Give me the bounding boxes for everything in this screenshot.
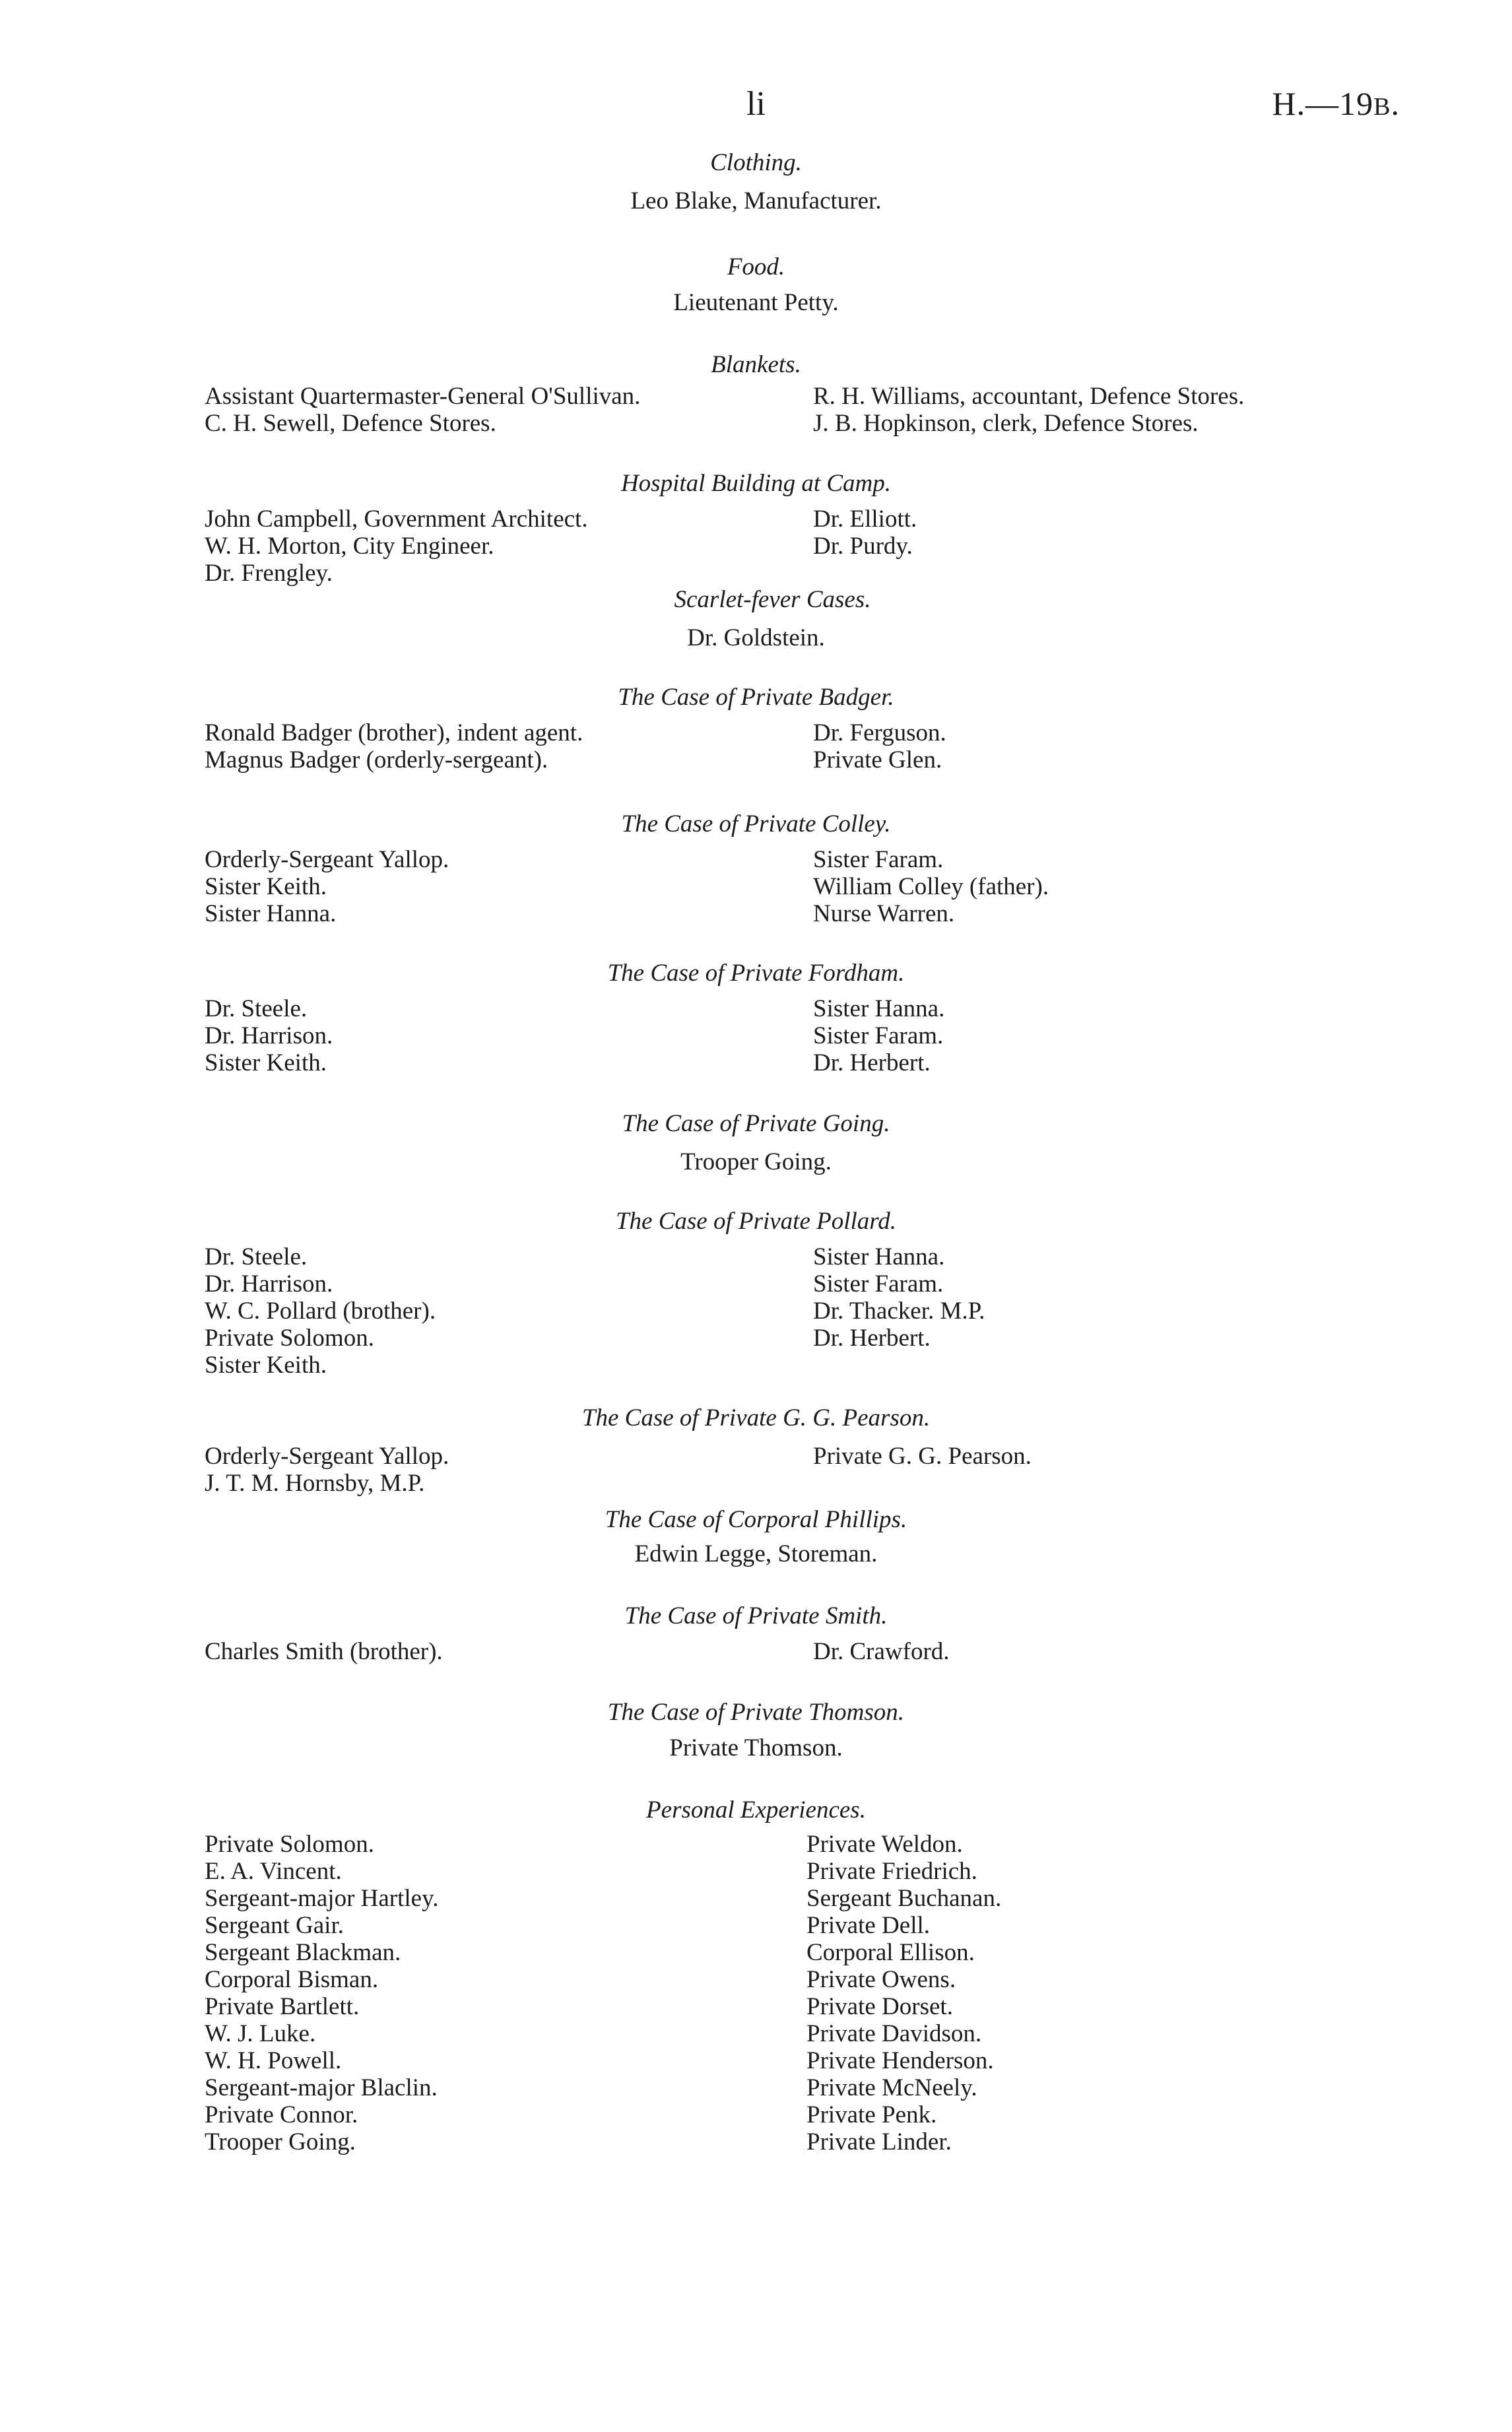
- list-item: Sister Faram.: [813, 1270, 944, 1298]
- list-item: Dr. Harrison.: [205, 1022, 333, 1049]
- list-item: Dr. Steele.: [205, 1243, 308, 1270]
- witness-list-colley-left: [205, 846, 449, 927]
- list-item: W. H. Morton, City Engineer.: [205, 533, 494, 560]
- witness-clothing: Leo Blake, Manufacturer.: [630, 187, 882, 214]
- ref-suffix: B: [1373, 93, 1391, 121]
- section-heading-personal-experiences: Personal Experiences.: [646, 1796, 866, 1824]
- list-item: W. H. Powell.: [205, 2047, 342, 2074]
- list-item: Dr. Ferguson.: [813, 719, 946, 746]
- list-item: Sister Hanna.: [205, 900, 337, 927]
- witness-list-hospital-right: [813, 506, 917, 560]
- list-item: Corporal Bisman.: [205, 1966, 379, 1993]
- witness-list-fordham-right: [813, 995, 944, 1076]
- list-item: Dr. Frengley.: [205, 560, 333, 587]
- section-heading-scarlet-fever: Scarlet-fever Cases.: [674, 586, 871, 613]
- list-item: Private Dorset.: [806, 1993, 953, 2020]
- list-item: Dr. Crawford.: [813, 1638, 950, 1665]
- section-heading-pollard: The Case of Private Pollard.: [615, 1208, 897, 1235]
- list-item: Orderly-Sergeant Yallop.: [205, 846, 449, 873]
- list-item: Dr. Harrison.: [205, 1270, 333, 1298]
- list-item: R. H. Williams, accountant, Defence Stores.: [813, 383, 1245, 410]
- list-item: C. H. Sewell, Defence Stores.: [205, 410, 496, 437]
- list-item: Sister Keith.: [205, 873, 327, 900]
- document-reference: [1272, 84, 1400, 123]
- list-item: Private Glen.: [813, 746, 942, 773]
- witness-list-pearson-left: [205, 1443, 449, 1497]
- ref-end: .: [1391, 85, 1400, 122]
- section-heading-pearson: The Case of Private G. G. Pearson.: [581, 1404, 931, 1431]
- witness-going: Trooper Going.: [680, 1148, 832, 1175]
- list-item: Corporal Ellison.: [806, 1939, 975, 1966]
- list-item: W. J. Luke.: [205, 2020, 316, 2047]
- witness-list-pollard-right: [813, 1243, 985, 1352]
- section-heading-smith: The Case of Private Smith.: [624, 1602, 888, 1629]
- witness-food: Lieutenant Petty.: [673, 289, 839, 316]
- list-item: Assistant Quartermaster-General O'Sullivan.: [205, 383, 641, 410]
- list-item: Private Dell.: [806, 1912, 931, 1939]
- ref-main: H.—19: [1272, 85, 1374, 122]
- list-item: Private Owens.: [806, 1966, 956, 1993]
- list-item: Sergeant Blackman.: [205, 1939, 401, 1966]
- list-item: Dr. Steele.: [205, 995, 308, 1022]
- list-item: Dr. Elliott.: [813, 506, 917, 533]
- section-heading-clothing: Clothing.: [710, 149, 802, 176]
- list-item: Sister Keith.: [205, 1352, 327, 1379]
- witness-list-colley-right: [813, 846, 1049, 927]
- witness-list-badger-right: [813, 719, 946, 773]
- list-item: W. C. Pollard (brother).: [205, 1298, 436, 1325]
- section-heading-badger: The Case of Private Badger.: [618, 684, 894, 711]
- list-item: Private Solomon.: [205, 1831, 374, 1858]
- list-item: Sergeant-major Hartley.: [205, 1885, 439, 1912]
- witness-list-personal-right: [806, 1831, 1001, 2155]
- witness-list-smith-right: [813, 1638, 950, 1665]
- list-item: Dr. Thacker. M.P.: [813, 1298, 985, 1325]
- section-heading-phillips: The Case of Corporal Phillips.: [605, 1506, 907, 1533]
- list-item: Sister Faram.: [813, 846, 944, 873]
- list-item: Magnus Badger (orderly-sergeant).: [205, 746, 548, 773]
- witness-list-smith-left: [205, 1638, 443, 1665]
- list-item: Private Solomon.: [205, 1325, 374, 1352]
- list-item: Orderly-Sergeant Yallop.: [205, 1443, 449, 1470]
- witness-list-badger-left: [205, 719, 583, 773]
- list-item: Sister Hanna.: [813, 995, 945, 1022]
- list-item: Private Bartlett.: [205, 1993, 360, 2020]
- list-item: Private Linder.: [806, 2128, 952, 2155]
- list-item: Private McNeely.: [806, 2074, 977, 2101]
- list-item: Private Henderson.: [806, 2047, 994, 2074]
- section-heading-colley: The Case of Private Colley.: [621, 810, 891, 838]
- list-item: E. A. Vincent.: [205, 1858, 342, 1885]
- list-item: Private Friedrich.: [806, 1858, 977, 1885]
- list-item: Charles Smith (brother).: [205, 1638, 443, 1665]
- witness-list-blankets-right: [813, 383, 1244, 437]
- list-item: J. B. Hopkinson, clerk, Defence Stores.: [813, 410, 1199, 437]
- witness-scarlet-fever: Dr. Goldstein.: [687, 624, 825, 651]
- list-item: Dr. Herbert.: [813, 1049, 931, 1076]
- witness-list-fordham-left: [205, 995, 333, 1076]
- witness-list-pearson-right: [813, 1443, 1032, 1470]
- list-item: Private Weldon.: [806, 1831, 963, 1858]
- list-item: Sister Keith.: [205, 1049, 327, 1076]
- section-heading-fordham: The Case of Private Fordham.: [607, 960, 905, 987]
- list-item: Nurse Warren.: [813, 900, 955, 927]
- witness-thomson: Private Thomson.: [669, 1734, 843, 1761]
- list-item: Ronald Badger (brother), indent agent.: [205, 719, 583, 746]
- list-item: Sister Faram.: [813, 1022, 944, 1049]
- list-item: Private Connor.: [205, 2101, 358, 2128]
- list-item: Sister Hanna.: [813, 1243, 945, 1270]
- list-item: Sergeant-major Blaclin.: [205, 2074, 438, 2101]
- page-number: li: [746, 85, 766, 123]
- witness-list-hospital-left: [205, 506, 588, 587]
- list-item: Dr. Purdy.: [813, 533, 913, 560]
- list-item: Dr. Herbert.: [813, 1325, 931, 1352]
- list-item: Sergeant Buchanan.: [806, 1885, 1002, 1912]
- section-heading-thomson: The Case of Private Thomson.: [607, 1699, 905, 1726]
- list-item: Sergeant Gair.: [205, 1912, 344, 1939]
- witness-phillips: Edwin Legge, Storeman.: [634, 1540, 878, 1567]
- list-item: William Colley (father).: [813, 873, 1049, 900]
- section-heading-hospital: Hospital Building at Camp.: [620, 470, 892, 497]
- witness-list-blankets-left: [205, 383, 640, 437]
- section-heading-blankets: Blankets.: [711, 351, 801, 378]
- list-item: Trooper Going.: [205, 2128, 356, 2155]
- list-item: J. T. M. Hornsby, M.P.: [205, 1470, 425, 1497]
- witness-list-personal-left: [205, 1831, 438, 2155]
- witness-list-pollard-left: [205, 1243, 436, 1379]
- list-item: Private G. G. Pearson.: [813, 1443, 1032, 1470]
- list-item: Private Davidson.: [806, 2020, 982, 2047]
- list-item: John Campbell, Government Architect.: [205, 506, 588, 533]
- section-heading-food: Food.: [727, 253, 785, 280]
- section-heading-going: The Case of Private Going.: [622, 1110, 890, 1137]
- list-item: Private Penk.: [806, 2101, 937, 2128]
